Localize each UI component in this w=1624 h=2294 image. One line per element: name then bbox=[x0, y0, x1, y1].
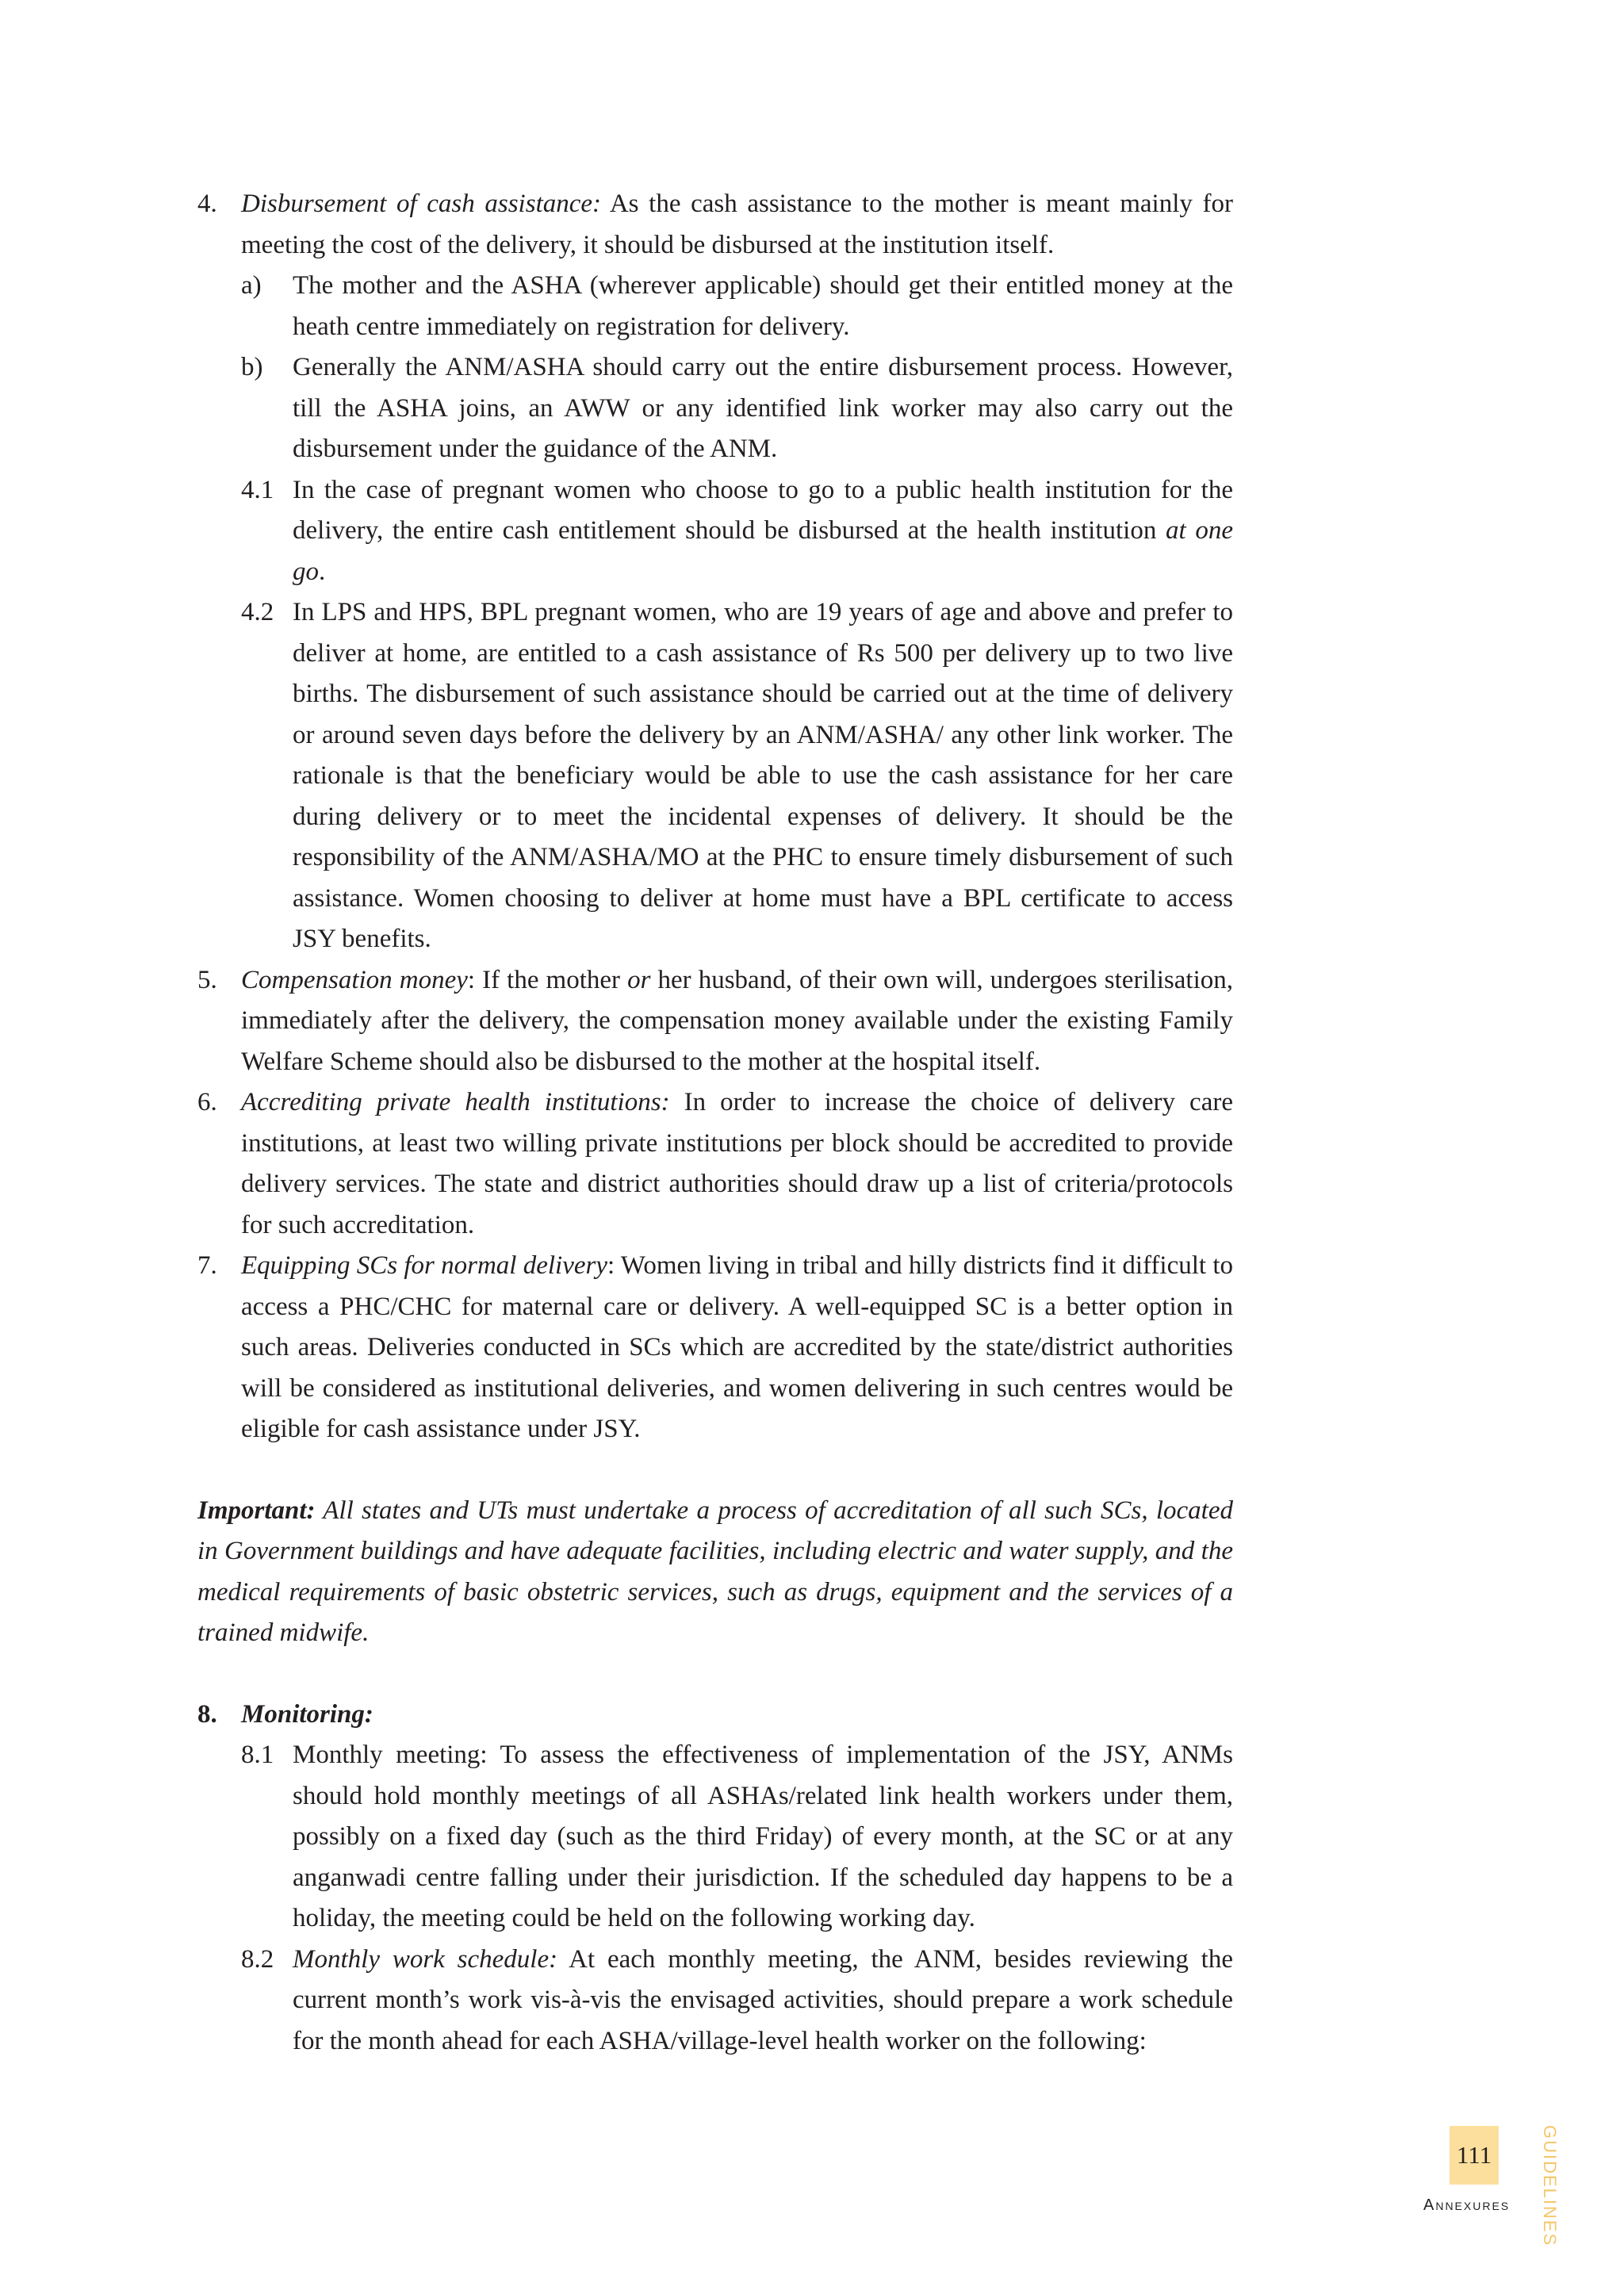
subitem-8-1 bbox=[197, 1735, 1233, 1940]
important-label: Important: bbox=[197, 1496, 316, 1525]
subitem-8-2 bbox=[197, 1940, 1233, 2062]
item-number: 5. bbox=[197, 965, 217, 994]
subitem-text: Generally the ANM/ASHA should carry out the entire disbursement process. However, till the ASHA joins, an AWW or any identified link worker may also carry out the disbursement under the guidance of the ANM. bbox=[293, 353, 1233, 463]
page-number: 111 bbox=[1456, 2141, 1492, 2169]
item-text: As the cash assistance to the mother is meant mainly for meeting the cost of the delivery, it should be disbursed at the institution itself. bbox=[241, 190, 1233, 259]
item-title: Disbursement of cash assistance: bbox=[241, 190, 602, 218]
subitem-text: Monthly meeting: To assess the effectiveness of implementation of the JSY, ANMs should hold monthly meetings of all ASHAs/related link health workers under them, possibly on a fixed day (such as the third Friday) of every month, at the SC or at any anganwadi centre falling under their jurisdiction. If the scheduled day happens to be a holiday, the meeting could be held on the following working day. bbox=[293, 1741, 1233, 1932]
item-emphasis: or bbox=[627, 965, 651, 994]
important-text: All states and UTs must undertake a process of accreditation of all such SCs, located in Government buildings and have adequate facilities, including electric and water supply, and the medical requirements of basic obstetric services, such as drugs, equipment and the services of a trained midwife. bbox=[197, 1496, 1233, 1647]
item-text: : If the mother bbox=[467, 965, 628, 994]
item-number: 6. bbox=[197, 1088, 217, 1116]
item-4 bbox=[197, 184, 1233, 266]
subitem-title: Monthly work schedule: bbox=[293, 1944, 558, 1974]
item-text: her husband, of their own will, undergoes sterilisation, immediately after the delivery, the compensation money available under the existing Family Welfare Scheme should also be disbursed to the mother at the hospital itself. bbox=[241, 965, 1234, 1076]
item-number: 7. bbox=[197, 1251, 217, 1280]
subitem-text: In the case of pregnant women who choose to go to a public health institution for the delivery, the entire cash entitlement should be disbursed at the health institution bbox=[293, 475, 1233, 545]
item-number: 8. bbox=[197, 1699, 217, 1729]
item-5 bbox=[197, 960, 1233, 1083]
subitem-number: 4.1 bbox=[241, 475, 274, 504]
item-title: Monitoring: bbox=[241, 1699, 373, 1729]
item-6 bbox=[197, 1082, 1233, 1246]
item-title: Equipping SCs for normal delivery bbox=[241, 1251, 607, 1280]
item-title: Accrediting private health institutions: bbox=[241, 1088, 670, 1116]
subitem-letter: b) bbox=[241, 353, 263, 381]
side-label: GUIDELINES bbox=[1540, 2125, 1560, 2247]
section-label: Annexures bbox=[1423, 2196, 1511, 2214]
item-7 bbox=[197, 1246, 1233, 1450]
subitem-4-2 bbox=[197, 592, 1233, 960]
subitem-4b bbox=[197, 347, 1233, 470]
subitem-number: 4.2 bbox=[241, 598, 274, 626]
subitem-number: 8.1 bbox=[241, 1741, 274, 1769]
subitem-text: At each monthly meeting, the ANM, besides reviewing the current month’s work vis-à-vis the envisaged activities, should prepare a work schedule for the month ahead for each ASHA/village-level health worker on the following: bbox=[293, 1944, 1233, 2055]
item-number: 4. bbox=[197, 190, 217, 218]
subitem-letter: a) bbox=[241, 271, 262, 300]
subitem-number: 8.2 bbox=[241, 1944, 274, 1974]
document-body bbox=[197, 184, 1233, 2062]
subitem-4-1 bbox=[197, 470, 1233, 593]
item-text: : Women living in tribal and hilly districts find it difficult to access a PHC/CHC for maternal care or delivery. A well-equipped SC is a better option in such areas. Deliveries conducted in SCs which are accredited by the state/district authorities will be considered as institutional deliveries, and women delivering in such centres would be eligible for cash assistance under JSY. bbox=[241, 1251, 1233, 1443]
subitem-text: In LPS and HPS, BPL pregnant women, who are 19 years of age and above and prefer to deliver at home, are entitled to a cash assistance of Rs 500 per delivery up to two live births. The disbursement of such assistance should be carried out at the time of delivery or around seven days before the delivery by an ANM/ASHA/ any other link worker. The rationale is that the beneficiary would be able to use the cash assistance for her care during delivery or to meet the incidental expenses of delivery. It should be the responsibility of the ANM/ASHA/MO at the PHC to ensure timely disbursement of such assistance. Women choosing to deliver at home must have a BPL certificate to access JSY benefits. bbox=[293, 598, 1233, 953]
subitem-emphasis: at one go bbox=[293, 516, 1233, 586]
important-note bbox=[197, 1491, 1233, 1654]
item-8-heading bbox=[197, 1695, 1233, 1736]
item-title: Compensation money bbox=[241, 965, 468, 994]
page-number-badge bbox=[1450, 2126, 1499, 2185]
subitem-text: The mother and the ASHA (wherever applicable) should get their entitled money at the heath centre immediately on registration for delivery. bbox=[293, 271, 1233, 341]
subitem-period: . bbox=[319, 557, 326, 586]
subitem-4a bbox=[197, 266, 1233, 347]
item-text: In order to increase the choice of delivery care institutions, at least two willing private institutions per block should be accredited to provide delivery services. The state and district authorities should draw up a list of criteria/protocols for such accreditation. bbox=[241, 1088, 1233, 1239]
